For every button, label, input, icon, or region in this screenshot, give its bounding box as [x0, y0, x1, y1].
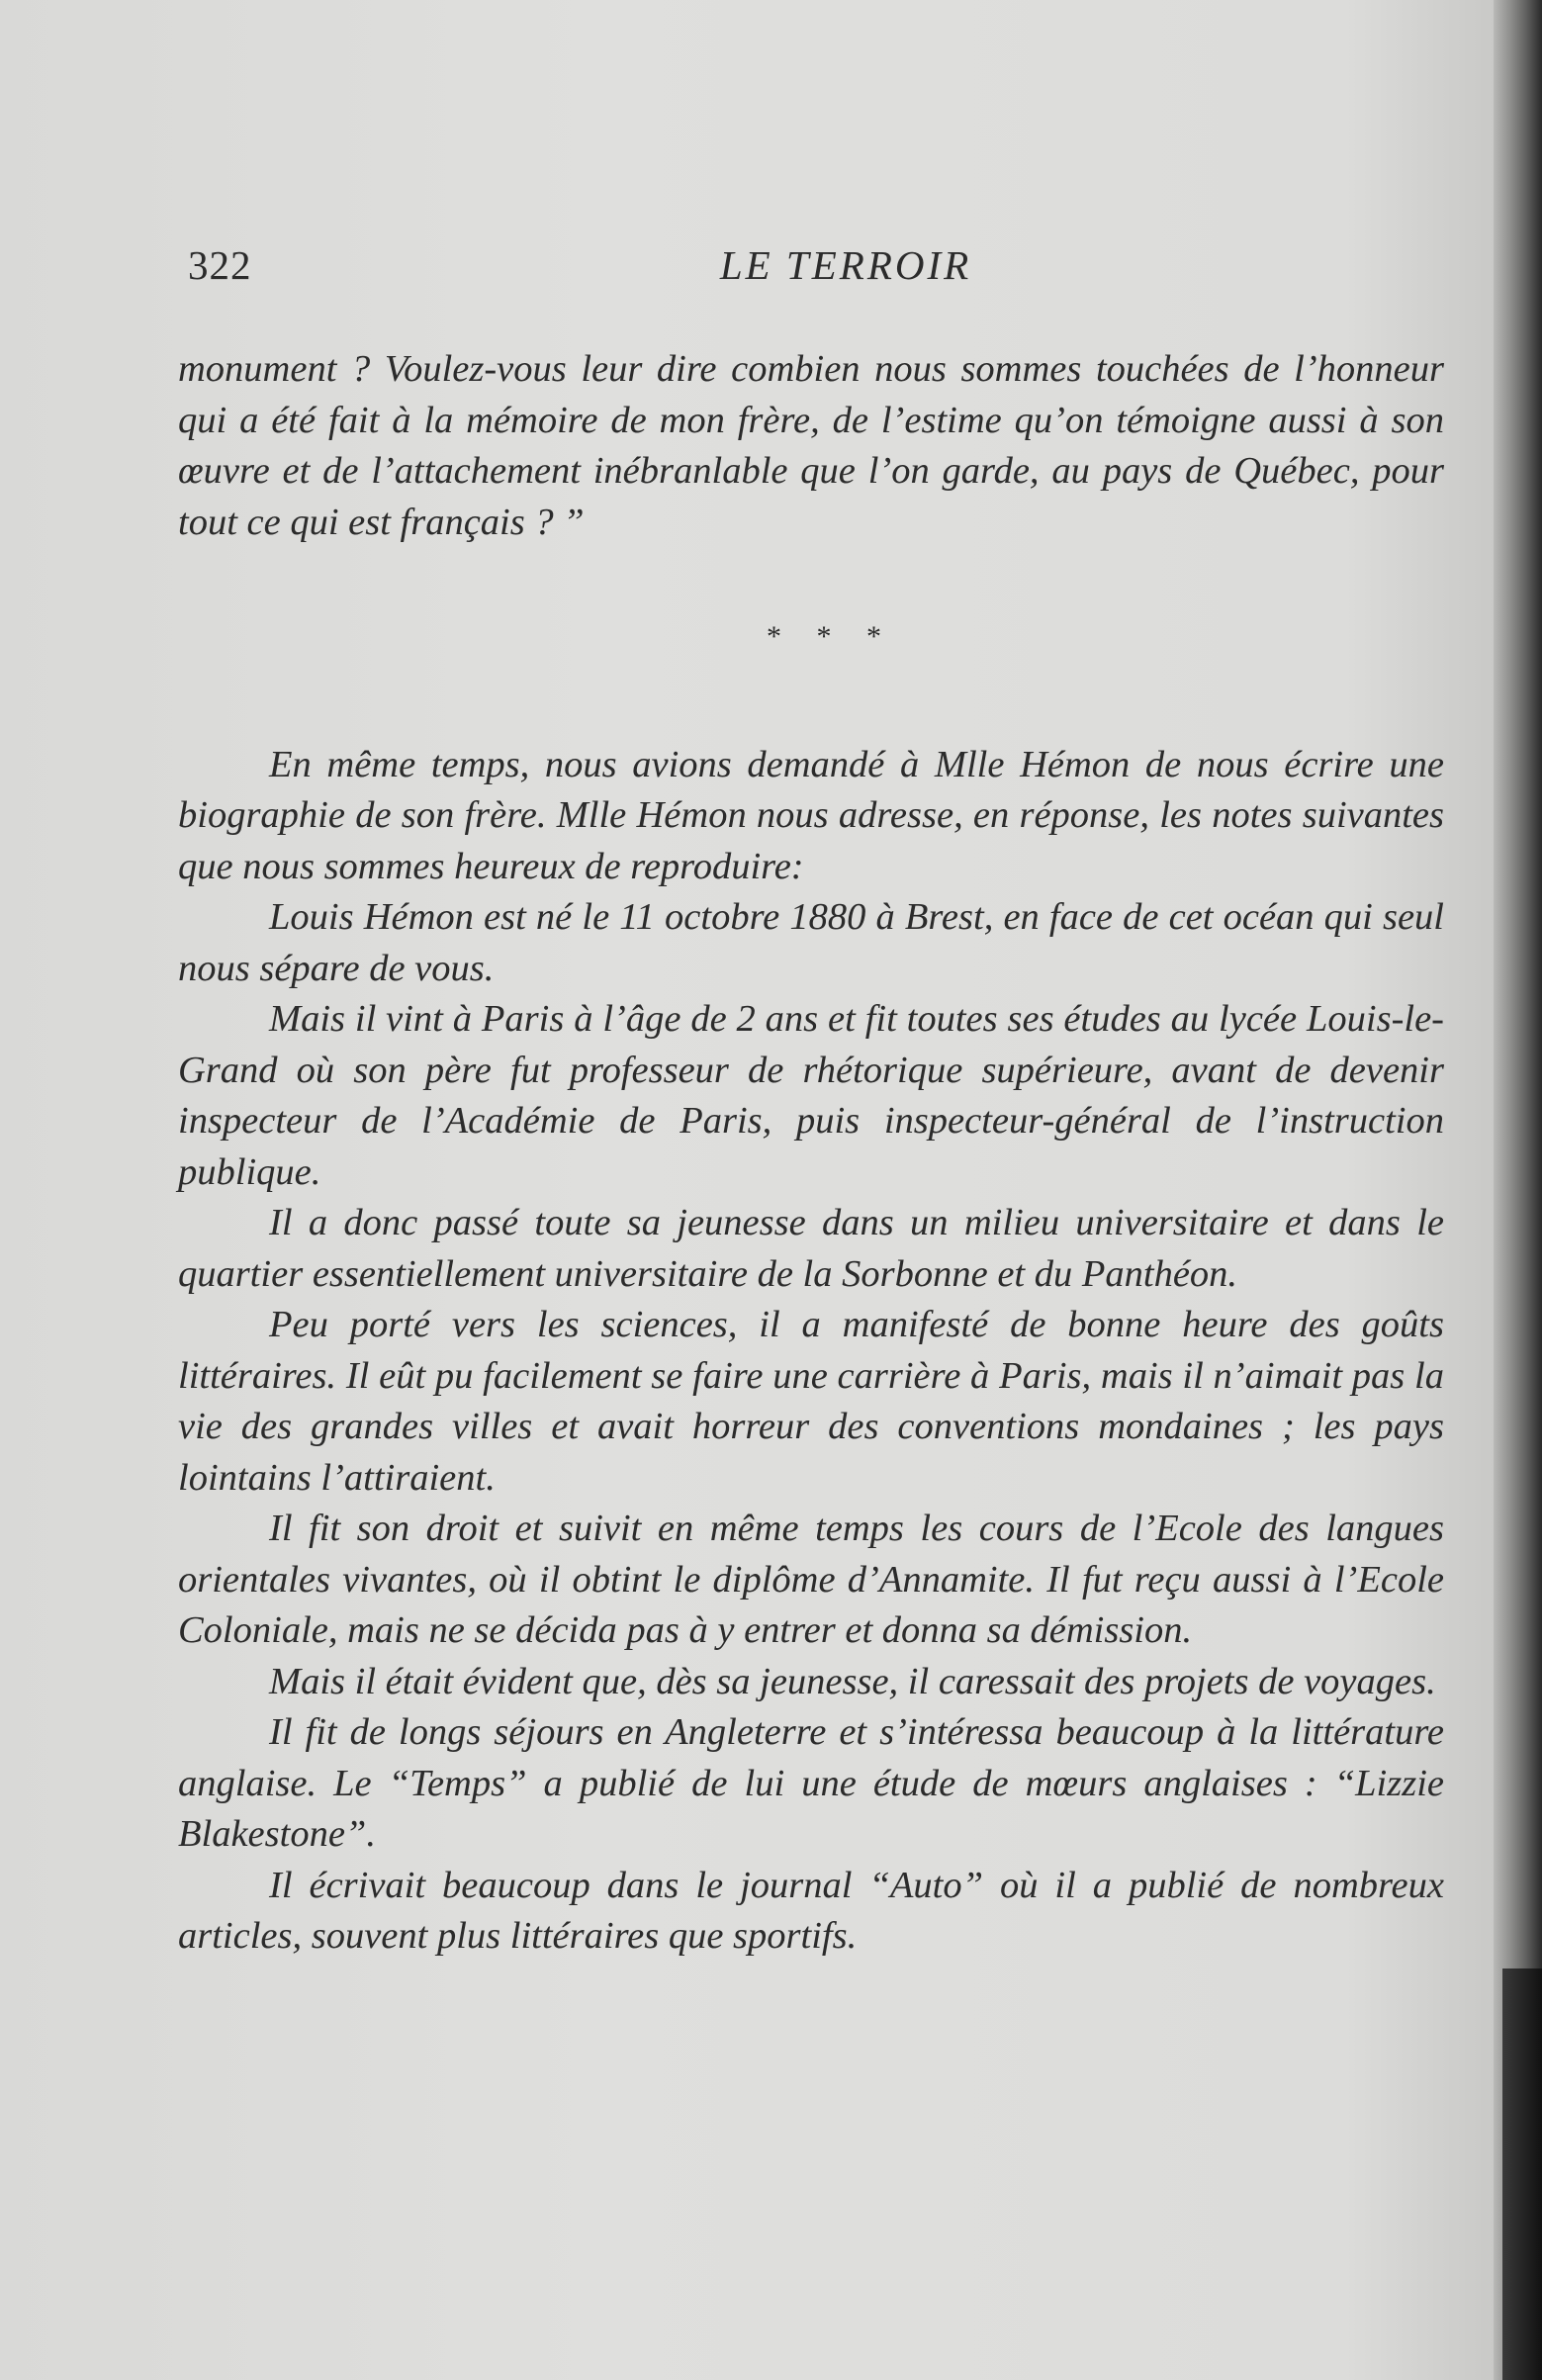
paragraph: Louis Hémon est né le 11 octobre 1880 à Brest, en face de cet océan qui seul nous sépare de vous.	[178, 896, 1444, 989]
paragraph: En même temps, nous avions demandé à Mlle Hémon de nous écrire une biographie de son frère. Mlle Hémon nous adresse, en réponse, les notes suivantes que nous sommes heureux de reproduire:	[178, 743, 1444, 887]
paragraph: Peu porté vers les sciences, il a manifesté de bonne heure des goûts littéraires. Il eût pu facilement se faire une carrière à Paris, mais il n’aimait pas la vie des grandes villes et avait horreur des conventions mondaines ; les pays lointains l’attiraient.	[178, 1304, 1444, 1499]
paragraph: Il écrivait beaucoup dans le journal “Auto” où il a publié de nombreux articles, souvent plus littéraires que sportifs.	[178, 1864, 1444, 1957]
section-separator: * * *	[767, 620, 895, 653]
page-number: 322	[188, 242, 252, 288]
paragraph: Mais il était évident que, dès sa jeunesse, il caressait des projets de voyages.	[269, 1660, 1436, 1702]
book-cover-shadow	[1502, 1968, 1542, 2380]
paragraph: Il a donc passé toute sa jeunesse dans un milieu universitaire et dans le quartier essentiellement universitaire de la Sorbonne et du Panthéon.	[178, 1202, 1444, 1295]
paragraph-continuation: monument ? Voulez-vous leur dire combien nous sommes touchées de l’honneur qui a été fait à la mémoire de mon frère, de l’estime qu’on témoigne aussi à son œuvre et de l’attachement inébranlable que l’on garde, au pays de Québec, pour tout ce qui est français ? ”	[178, 348, 1444, 543]
page-header	[188, 241, 1444, 293]
paragraph: Il fit son droit et suivit en même temps les cours de l’Ecole des langues orientales vivantes, où il obtint le diplôme d’Annamite. Il fut reçu aussi à l’Ecole Coloniale, mais ne se décida pas à y entrer et donna sa démission.	[178, 1508, 1444, 1651]
paragraph: Il fit de longs séjours en Angleterre et s’intéressa beaucoup à la littérature anglaise. Le “Temps” a publié de lui une étude de mœurs anglaises : “Lizzie Blakestone”.	[178, 1711, 1444, 1855]
page-body	[178, 344, 1444, 1963]
running-title: LE TERROIR	[719, 242, 972, 288]
paragraph: Mais il vint à Paris à l’âge de 2 ans et fit toutes ses études au lycée Louis-le-Grand où son père fut professeur de rhétorique supérieure, avant de devenir inspecteur de l’Académie de Paris, puis inspecteur-général de l’instruction publique.	[178, 998, 1444, 1193]
